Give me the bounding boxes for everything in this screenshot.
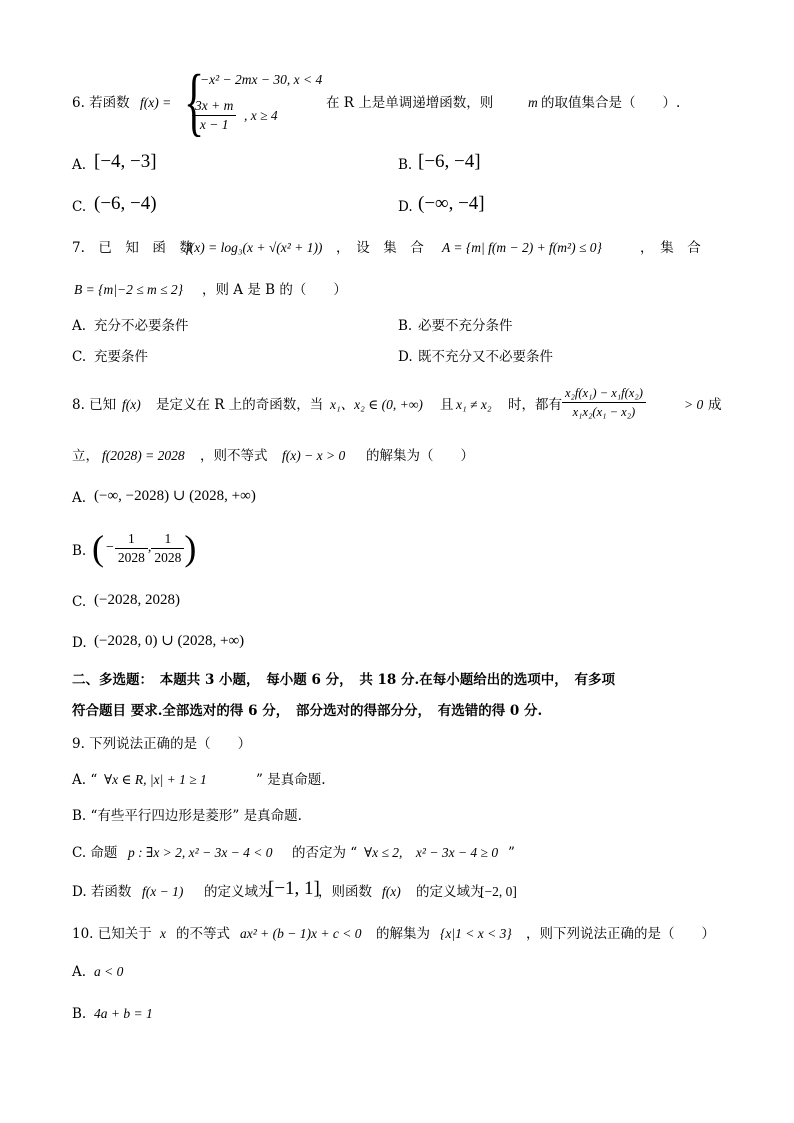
q7-option-b: 必要不充分条件 xyxy=(418,318,513,334)
q7-option-b-letter: B. xyxy=(398,318,413,334)
q9-option-d-pre: D. 若函数 xyxy=(72,884,132,900)
q8-frac-num: x₂f(x₁) − x₁f(x₂) xyxy=(562,384,646,403)
q8-option-b-den1: 2028 xyxy=(117,549,145,565)
q9-option-d-mid1: 的定义域为 xyxy=(204,884,272,900)
q7-option-c: 充要条件 xyxy=(94,349,148,365)
q6-option-c: (−6, −4) xyxy=(94,193,157,214)
q6-fx: f(x) = xyxy=(140,95,172,110)
q9-option-d-m1: f(x − 1) xyxy=(142,884,184,899)
q8-neq: x₁ ≠ x₂ xyxy=(456,397,492,412)
q9-option-a-post: ” 是真命题. xyxy=(256,772,326,788)
q8-line2-a: 立， xyxy=(72,448,99,464)
section-2-line2: 符合题目 要求.全部选对的得 6 分， 部分选对的得部分分， 有选错的得 0 分. xyxy=(72,703,543,719)
q8-fx: f(x) xyxy=(122,397,141,412)
q8-option-b-minus: − xyxy=(106,540,114,555)
q6-brace-icon: { xyxy=(184,60,205,144)
q9-option-d-mid2: ，则函数 xyxy=(318,884,372,900)
q8-option-b-open-paren: ( xyxy=(92,528,104,568)
q7-line2-b: ，则 A 是 B 的（ ） xyxy=(202,282,347,298)
q7-option-d-letter: D. xyxy=(398,349,413,365)
q8-line1-e: 成 xyxy=(708,397,722,413)
q10-option-a-letter: A. xyxy=(72,964,87,980)
q9-option-c-math2: ∀x ≤ 2, x² − 3x − 4 ≥ 0 xyxy=(364,845,499,860)
q6-option-d: (−∞, −4] xyxy=(418,193,485,214)
q8-ineq: f(x) − x > 0 xyxy=(282,448,346,463)
q8-eq: f(2028) = 2028 xyxy=(102,448,185,463)
q8-line1-a: 8. 已知 xyxy=(72,397,117,413)
q6-piece1: −x² − 2mx − 30, x < 4 xyxy=(200,72,323,87)
q7-func: f(x) = log₃(x + √(x² + 1)) xyxy=(186,240,323,255)
q7-option-a-letter: A. xyxy=(72,318,87,334)
q8-line2-c: 的解集为（ ） xyxy=(366,448,474,464)
q6-option-d-letter: D. xyxy=(398,199,413,215)
q10-option-b: 4a + b = 1 xyxy=(94,1006,153,1021)
q6-suffix-tail: 的取值集合是（ ）. xyxy=(541,95,681,111)
q10-var: x xyxy=(160,926,166,941)
q8-option-a: (−∞, −2028) ∪ (2028, +∞) xyxy=(94,488,256,504)
q7-set-b: B = {m|−2 ≤ m ≤ 2} xyxy=(74,282,184,297)
q8-line1-b: 是定义在 R 上的奇函数，当 xyxy=(156,397,324,413)
q8-line1-d: 时，都有 xyxy=(508,397,562,413)
q6-option-b-letter: B. xyxy=(398,157,413,173)
q7-line1-a: 7. 已 知 函 数 xyxy=(72,240,193,256)
q8-option-b-comma: , xyxy=(147,540,152,555)
q7-line1-b: ， 设 集 合 xyxy=(336,240,424,256)
q8-option-d: (−2028, 0) ∪ (2028, +∞) xyxy=(94,633,245,649)
q8-option-b-frac1 xyxy=(115,530,148,567)
q9-option-d-mid3: 的定义域为 xyxy=(416,884,484,900)
q8-line2-b: ，则不等式 xyxy=(200,448,268,464)
q6-prefix: 6. 若函数 xyxy=(72,95,130,111)
q10-mid: 的不等式 xyxy=(176,926,230,942)
q9-option-a-math: ∀x ∈ R, |x| + 1 ≥ 1 xyxy=(104,772,207,787)
q6-option-c-letter: C. xyxy=(72,199,87,215)
q9-option-c-pre: C. 命题 xyxy=(72,845,118,861)
q8-option-d-letter: D. xyxy=(72,635,87,651)
q6-suffix-m: m xyxy=(528,95,538,110)
section-2-line1: 二、多选题： 本题共 3 小题， 每小题 6 分， 共 18 分.在每小题给出的选项中， 有多项 xyxy=(72,672,615,688)
q8-option-b xyxy=(92,526,196,570)
q8-option-b-letter: B. xyxy=(72,543,87,559)
q7-option-d: 既不充分又不必要条件 xyxy=(418,349,553,365)
q9-option-c-post: ” xyxy=(508,845,515,861)
q10-set: {x|1 < x < 3} xyxy=(440,926,512,941)
q9-option-b: B. “有些平行四边形是菱形” 是真命题. xyxy=(72,808,302,824)
q8-option-b-frac2 xyxy=(151,530,184,567)
q6-suffix: 在 R 上是单调递增函数，则 xyxy=(326,95,494,111)
q8-option-a-letter: A. xyxy=(72,490,87,506)
q8-option-c-letter: C. xyxy=(72,594,87,610)
q7-line1-c: ， 集 合 xyxy=(640,240,701,256)
q10-option-a: a < 0 xyxy=(94,964,124,979)
q9-stem: 9. 下列说法正确的是（ ） xyxy=(72,736,252,752)
q8-option-b-num2: 1 xyxy=(151,530,184,549)
q10-post: ，则下列说法正确的是（ ） xyxy=(526,926,715,942)
q10-pre: 10. 已知关于 xyxy=(72,926,152,942)
q9-option-a-pre: A. “ xyxy=(72,772,98,788)
q7-option-a: 充分不必要条件 xyxy=(94,318,189,334)
q6-option-a-letter: A. xyxy=(72,157,87,173)
q10-mid2: 的解集为 xyxy=(376,926,430,942)
q10-option-b-letter: B. xyxy=(72,1006,87,1022)
q8-vars: x₁、x₂ ∈ (0, +∞) xyxy=(330,397,423,412)
q6-option-a: [−4, −3] xyxy=(94,151,157,172)
q8-fraction xyxy=(562,384,646,421)
q6-piece2-den: x − 1 xyxy=(199,117,229,132)
q8-line1-c: 且 xyxy=(440,397,454,413)
q8-option-c: (−2028, 2028) xyxy=(94,592,180,608)
q9-option-c-mid: 的否定为 “ xyxy=(292,845,358,861)
q6-piece2-frac xyxy=(192,97,236,134)
q6-option-b: [−6, −4] xyxy=(418,151,481,172)
q9-option-c-math1: p : ∃x > 2, x² − 3x − 4 < 0 xyxy=(128,845,273,860)
q7-option-c-letter: C. xyxy=(72,349,87,365)
q8-option-b-close-paren: ) xyxy=(184,528,197,568)
q8-frac-den: x₁x₂(x₁ − x₂) xyxy=(572,405,636,419)
q9-option-d-m3: f(x) xyxy=(382,884,401,899)
q8-option-b-num1: 1 xyxy=(115,530,148,549)
q6-piece2-num: 3x + m xyxy=(192,97,236,116)
q6-piece2-cond: , x ≥ 4 xyxy=(244,108,278,123)
q8-gt: > 0 xyxy=(684,397,704,412)
q8-option-b-den2: 2028 xyxy=(154,549,182,565)
q9-option-d-m4: [−2, 0] xyxy=(480,884,517,899)
q7-set-a: A = {m| f(m − 2) + f(m²) ≤ 0} xyxy=(442,240,602,255)
q9-option-d-m2: [−1, 1] xyxy=(268,878,320,899)
q10-ineq: ax² + (b − 1)x + c < 0 xyxy=(240,926,362,941)
